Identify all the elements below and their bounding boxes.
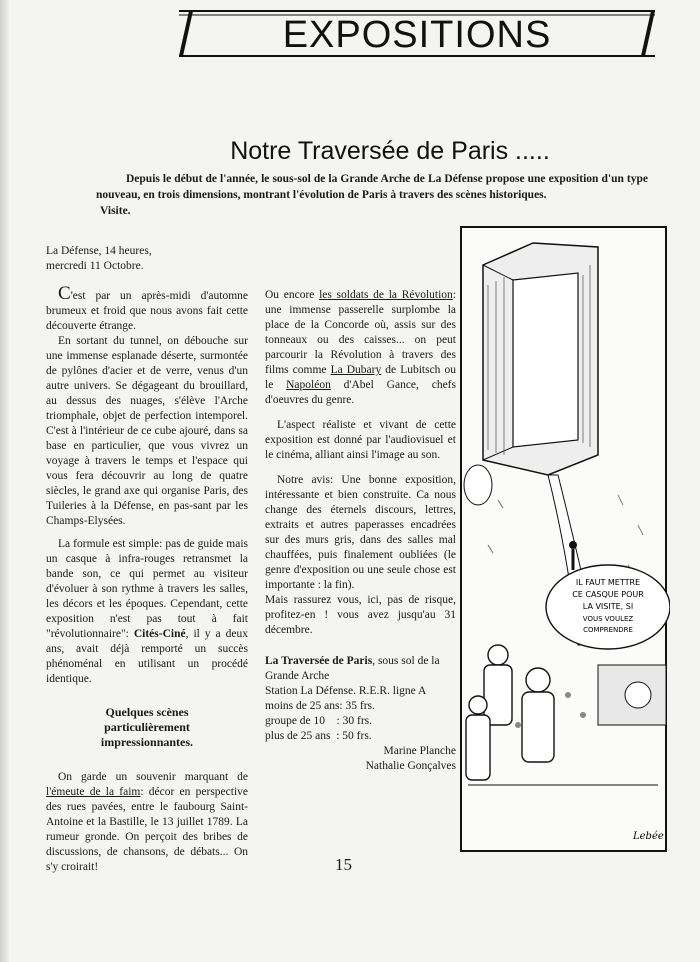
column-middle [265,288,456,774]
price-line: plus de 25 ans : 50 frs. [265,730,372,742]
underlined-title: l'émeute de la faim [46,786,141,798]
dateline [46,244,226,274]
subhead: Quelques scènes particulièrement impressionnantes. [100,705,194,749]
dateline-place: La Défense, 14 heures, [46,245,152,257]
paragraph [46,537,248,687]
drop-cap: C [58,283,71,304]
emphasis: Cités-Ciné [133,628,186,640]
paragraph-text: : une immense passerelle surplombe la place de la Concorde où, assis sur des tonneaux ou des caisses... on peut parcourir la Révolution à travers des films comme [265,289,457,376]
dateline-date: mercredi 11 Octobre. [46,260,144,272]
paragraph-text: On garde un souvenir marquant de [58,771,248,783]
cartoon-illustration [458,225,670,855]
paragraph-text: d'Abel Gance, chefs d'oeuvres du genre. [265,379,456,406]
info-box [265,654,456,774]
article-headline: Notre Traversée de Paris ..... [230,137,550,165]
arch-opening [513,273,578,447]
author: Nathalie Gonçalves [365,760,456,772]
cartoon-drawing [458,225,670,855]
clerk-head [625,682,651,708]
bubble-line: VOUS VOULEZ [582,615,634,623]
fountain [464,465,492,505]
author: Marine Planche [383,745,456,757]
info-station: Station La Défense. R.E.R. ligne A [265,685,427,697]
bubble-line: CE CASQUE POUR [572,590,644,599]
underlined-title: Napoléon [286,379,331,391]
paragraph-text: , il y a deux ans, avait déjà remporté un succès phénoménal en utilisant un procédé identique. [46,628,248,685]
info-title-rest: , sous sol de la Grande Arche [265,655,440,682]
article-intro [96,171,648,219]
paragraph: Mais rassurez vous, ici, pas de risque, profitez-en ! vous avez jusqu'au 31 décembre. [265,594,456,636]
price-line: groupe de 10 : 30 frs. [265,715,372,727]
paragraph: En sortant du tunnel, on débouche sur une immense esplanade déserte, surmontée de pylônes d'acier et de verre, venus d'un autre univers. Se dégageant du brouillard, au dessus des nuages, s'élève l'Arche triomphale, objet de perfection intemporel. C'est à l'intérieur de ce cube ajouré, dans sa base en particulier, que vous vivrez un voyage à travers le temps et l'espace qui vous fera découvrir au long de quatre siècles, le grand axe qui organise Paris, des Tuileries à la Défense, en pas-sant par les Champs-Elysées. [46,335,248,527]
paragraph-text: 'est par un après-midi d'automne brumeux et froid que nous avons fait cette découverte étrange. [46,290,248,332]
paragraph [265,288,456,408]
paragraph [46,770,248,875]
section-banner [179,6,655,60]
underlined-title: les soldats de la Révolution [319,289,453,301]
underlined-title: La Dubary [330,364,382,376]
section-title: EXPOSITIONS [282,14,552,56]
paragraph-text: : décor en perspective des rues pavées, entre le faubourg Saint-Antoine et la Bastille, le 13 juillet 1789. La rumeur gronde. On perçoit des bribes de discussions, de chansons, de débats... On s'y croirait! [46,786,248,873]
intro-tail: Visite. [100,205,131,217]
paragraph [46,283,248,334]
info-title [265,654,456,684]
bubble-line: IL FAUT METTRE [575,578,641,587]
bubble-line: COMPRENDRE [583,626,633,634]
info-title-bold: La Traversée de Paris [265,655,373,667]
distant-figure [569,541,577,549]
artist-signature: Lebée [633,831,664,842]
paragraph-text: Ou encore [265,289,320,301]
paragraph: L'aspect réaliste et vivant de cette exposition est donné par l'audiovisuel et le cinéma, alliant ainsi l'image au son. [265,419,456,461]
bubble-line: LA VISITE, SI [582,602,634,611]
page-edge-shadow [0,0,9,962]
intro-text: Depuis le début de l'année, le sous-sol de la Grande Arche de La Défense propose une exposition d'un type nouveau, en trois dimensions, montrant l'évolution de Paris à travers des scènes historiques. [96,173,648,201]
column-left [46,283,248,875]
bubble [546,565,670,649]
paragraph-text: de Lubitsch ou le [265,364,456,391]
price-line: moins de 25 ans: 35 frs. [265,700,375,712]
page-number: 15 [335,855,352,874]
paragraph-text: La formule est simple: pas de guide mais un casque à infra-rouges retransmet la bande son, ce qui permet au visiteur d'évoluer à son rythme à travers les salles, les décors et les époques. Cependant, cette exposition n'est pas tout à fait "révolutionnaire": [46,538,248,640]
paragraph: Notre avis: Une bonne exposition, intéressante et bien construite. Ca nous change des éternels discours, lettres, extraits et autres paperasses encadrées sur des murs gris, dans des salles mal chauffées, puis finalement oubliées (le genre d'exposition ou une seule chose est importante : la fin). [265,474,456,591]
